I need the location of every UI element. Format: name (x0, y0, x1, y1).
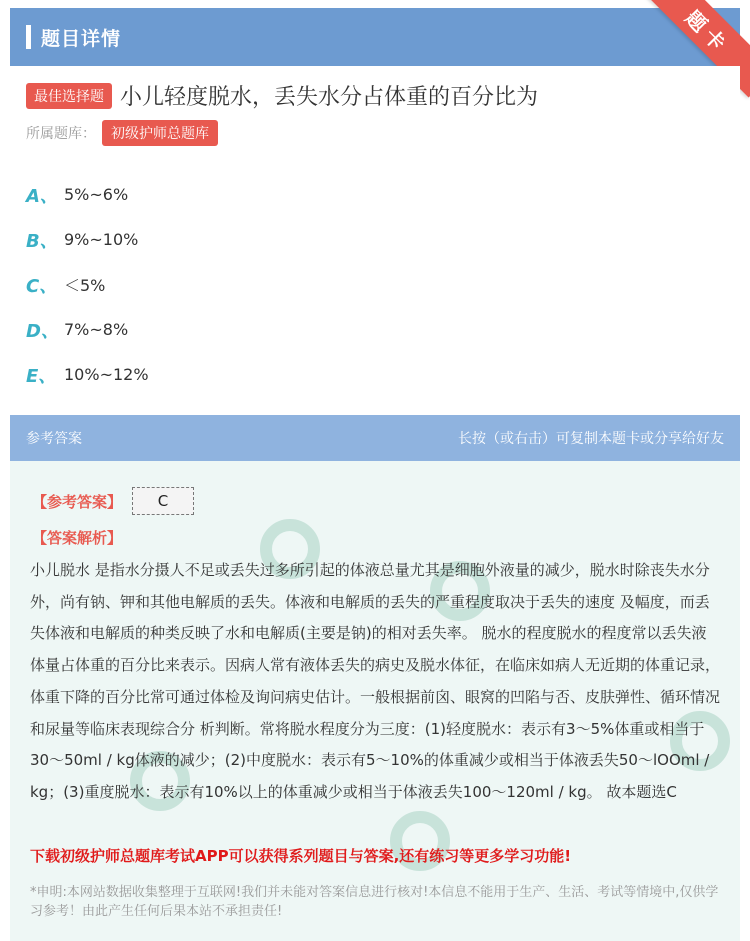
option-text: 9%~10% (64, 230, 139, 249)
option-a[interactable] (26, 172, 149, 217)
download-app-link[interactable]: 下载初级护师总题库考试APP可以获得系列题目与答案,还有练习等更多学习功能! (30, 847, 572, 865)
option-text: ＜5% (64, 276, 106, 295)
option-b[interactable] (26, 217, 149, 262)
question-text: 小儿轻度脱水，丢失水分占体重的百分比为 (120, 85, 539, 110)
option-letter: D、 (26, 320, 59, 342)
option-letter: C、 (26, 275, 58, 297)
header-accent-bar (26, 25, 31, 49)
option-d[interactable] (26, 307, 149, 352)
answer-header-title: 参考答案 (26, 431, 82, 447)
question-line (26, 80, 538, 111)
option-letter: B、 (26, 230, 58, 252)
option-text: 7%~8% (64, 320, 129, 339)
reference-answer-value: C (132, 487, 194, 515)
analysis-text: 小儿脱水 是指水分摄人不足或丢失过多所引起的体液总量尤其是细胞外液量的减少，脱水时除丧失水分外，尚有钠、钾和其他电解质的丢失。体液和电解质的丢失的严重程度取决于丢失的速度 及幅度，而丢失体液和电解质的种类反映了水和电解质(主要是钠)的相对丢失率。 脱水的程度脱水的程度常以丢失液体量占体重的百分比来表示。因病人常有液体丢失的病史及脱水体征，在临床如病人无近期的体重记录，体重下降的百分比常可通过体检及询问病史估计。一般根据前囟、眼窝的凹陷与否、皮肤弹性、循环情况和尿量等临床表现综合分 析判断。常将脱水程度分为三度：(1)轻度脱水：表示有3～5%体重或相当于30～50ml / kg体液的减少；(2)中度脱水：表示有5～10%的体重减少或相当于体液丢失50～lOOml / kg；(3)重度脱水：表示有10%以上的体重减少或相当于体液丢失100～120ml / kg。 故本题选C (30, 561, 721, 801)
ribbon-label: 题卡 (681, 5, 735, 59)
reference-answer-label: 【参考答案】 (32, 492, 123, 511)
page-title: 题目详情 (41, 27, 122, 50)
disclaimer-text: *申明:本网站数据收集整理于互联网!我们并未能对答案信息进行核对!本信息不能用于生产、生活、考试等情境中,仅供学习参考！由此产生任何后果本站不承担责任! (30, 885, 719, 919)
copy-share-hint[interactable]: 长按（或右击）可复制本题卡或分享给好友 (458, 431, 724, 447)
option-e[interactable] (26, 352, 149, 397)
bank-label: 所属题库： (26, 126, 96, 142)
answer-header (10, 415, 740, 461)
reference-answer (32, 487, 194, 515)
option-text: 5%~6% (64, 185, 129, 204)
options-list (26, 172, 149, 397)
bank-line (26, 120, 218, 146)
option-letter: E、 (26, 365, 57, 387)
question-card (10, 66, 740, 406)
analysis-label: 【答案解析】 (32, 529, 123, 547)
option-text: 10%~12% (64, 365, 149, 384)
option-letter: A、 (26, 185, 58, 207)
bank-tag-link[interactable]: 初级护师总题库 (102, 120, 218, 146)
question-type-badge: 最佳选择题 (26, 83, 112, 109)
page-header (10, 8, 740, 66)
answer-body (10, 461, 740, 941)
option-c[interactable] (26, 262, 149, 307)
